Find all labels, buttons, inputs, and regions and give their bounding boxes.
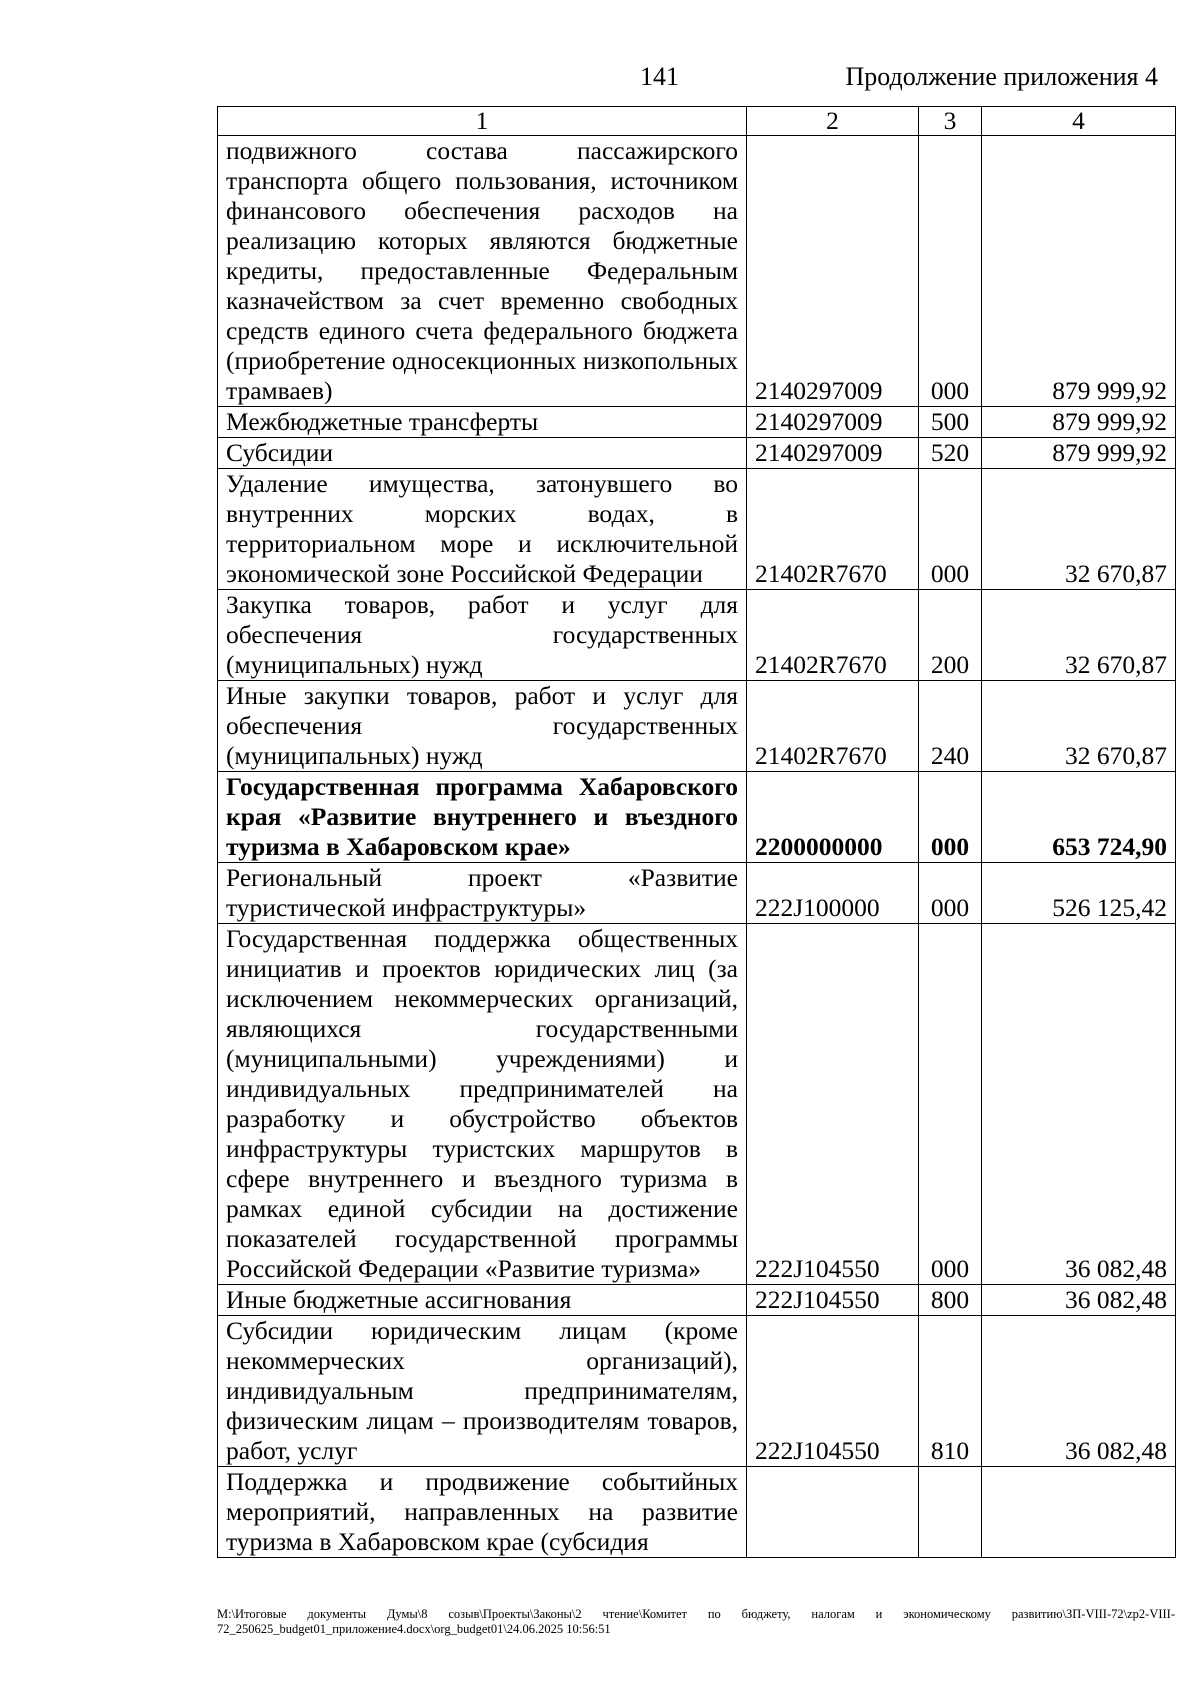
row-target-code: 2200000000	[747, 772, 919, 863]
row-amount: 32 670,87	[982, 590, 1176, 681]
row-description: Субсидии	[218, 438, 747, 469]
row-expense-type: 000	[919, 863, 982, 924]
column-header-2: 2	[747, 107, 919, 136]
table-row	[218, 924, 1176, 1285]
row-description: подвижного состава пассажирского транспорта общего пользования, источником финансового обеспечения расходов на реализацию которых являются бюджетные кредиты, предоставленные Федеральным казначейством за счет временно свободных средств единого счета федерального бюджета (приобретение односекционных низкопольных трамваев)	[218, 136, 747, 407]
page-number: 141	[640, 62, 679, 91]
row-expense-type	[919, 1467, 982, 1558]
table-row	[218, 407, 1176, 438]
row-expense-type: 520	[919, 438, 982, 469]
row-target-code: 21402R7670	[747, 590, 919, 681]
table-row	[218, 681, 1176, 772]
row-target-code: 21402R7670	[747, 469, 919, 590]
row-amount: 32 670,87	[982, 469, 1176, 590]
table-body	[218, 136, 1176, 1558]
row-expense-type: 800	[919, 1285, 982, 1316]
row-description: Государственная поддержка общественных инициатив и проектов юридических лиц (за исключением некоммерческих организаций, являющихся государственными (муниципальными) учреждениями) и индивидуальных предпринимателей на разработку и обустройство объектов инфраструктуры туристских маршрутов в сфере внутреннего и въездного туризма в рамках единой субсидии на достижение показателей государственной программы Российской Федерации «Развитие туризма»	[218, 924, 747, 1285]
row-target-code: 222J104550	[747, 1285, 919, 1316]
table-row	[218, 1285, 1176, 1316]
row-expense-type: 500	[919, 407, 982, 438]
row-target-code: 2140297009	[747, 438, 919, 469]
row-amount: 36 082,48	[982, 1316, 1176, 1467]
row-expense-type: 240	[919, 681, 982, 772]
row-target-code: 2140297009	[747, 407, 919, 438]
row-target-code: 21402R7670	[747, 681, 919, 772]
column-header-3: 3	[919, 107, 982, 136]
table-row	[218, 136, 1176, 407]
row-target-code: 222J104550	[747, 1316, 919, 1467]
table-row	[218, 469, 1176, 590]
row-description: Иные бюджетные ассигнования	[218, 1285, 747, 1316]
column-header-1: 1	[218, 107, 747, 136]
row-expense-type: 810	[919, 1316, 982, 1467]
row-target-code	[747, 1467, 919, 1558]
row-description: Закупка товаров, работ и услуг для обеспечения государственных (муниципальных) нужд	[218, 590, 747, 681]
file-path-footer: M:\Итоговые документы Думы\8 созыв\Проекты\Законы\2 чтение\Комитет по бюджету, налогам и экономическому развитию\ЗП-VIII-72\zp2-VIII-72_250625_budget01_приложение4.docx\org_budget01\24.06.2025 10:56:51	[217, 1607, 1175, 1636]
row-description: Межбюджетные трансферты	[218, 407, 747, 438]
row-target-code: 222J100000	[747, 863, 919, 924]
row-description: Удаление имущества, затонувшего во внутренних морских водах, в территориальном море и исключительной экономической зоне Российской Федерации	[218, 469, 747, 590]
table-row	[218, 863, 1176, 924]
row-amount: 32 670,87	[982, 681, 1176, 772]
row-target-code: 222J104550	[747, 924, 919, 1285]
row-amount: 653 724,90	[982, 772, 1176, 863]
table-row	[218, 1316, 1176, 1467]
row-amount: 36 082,48	[982, 1285, 1176, 1316]
row-amount: 879 999,92	[982, 438, 1176, 469]
row-amount: 879 999,92	[982, 136, 1176, 407]
row-expense-type: 000	[919, 136, 982, 407]
continuation-label: Продолжение приложения 4	[845, 62, 1158, 91]
table-row	[218, 1467, 1176, 1558]
row-expense-type: 000	[919, 772, 982, 863]
row-description: Региональный проект «Развитие туристической инфраструктуры»	[218, 863, 747, 924]
row-expense-type: 200	[919, 590, 982, 681]
row-description: Иные закупки товаров, работ и услуг для обеспечения государственных (муниципальных) нужд	[218, 681, 747, 772]
budget-table	[217, 106, 1176, 1558]
row-amount: 879 999,92	[982, 407, 1176, 438]
table-row	[218, 438, 1176, 469]
row-amount	[982, 1467, 1176, 1558]
row-amount: 36 082,48	[982, 924, 1176, 1285]
table-row-program	[218, 772, 1176, 863]
row-amount: 526 125,42	[982, 863, 1176, 924]
column-header-4: 4	[982, 107, 1176, 136]
row-expense-type: 000	[919, 924, 982, 1285]
row-description: Поддержка и продвижение событийных мероприятий, направленных на развитие туризма в Хабаровском крае (субсидия	[218, 1467, 747, 1558]
table-header-row	[218, 107, 1176, 136]
table-row	[218, 590, 1176, 681]
row-expense-type: 000	[919, 469, 982, 590]
row-target-code: 2140297009	[747, 136, 919, 407]
row-description: Государственная программа Хабаровского края «Развитие внутреннего и въездного туризма в Хабаровском крае»	[218, 772, 747, 863]
row-description: Субсидии юридическим лицам (кроме некоммерческих организаций), индивидуальным предпринимателям, физическим лицам – производителям товаров, работ, услуг	[218, 1316, 747, 1467]
